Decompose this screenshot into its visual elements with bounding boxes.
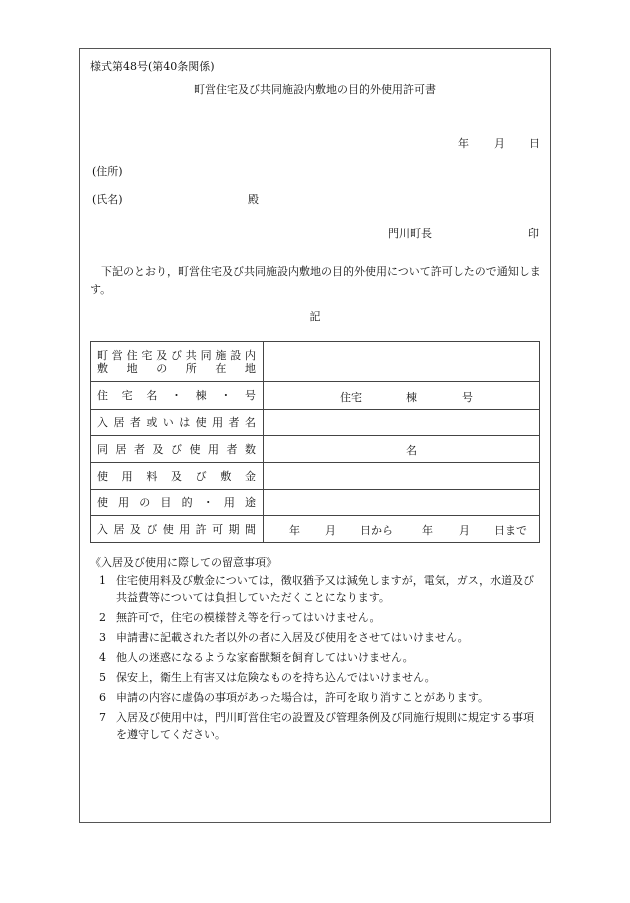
number-unit: 号 — [462, 390, 473, 404]
note-text: 他人の迷惑になるような家畜獣類を飼育してはいけません。 — [116, 651, 414, 664]
housing-unit: 住宅 — [340, 390, 362, 404]
table-row — [91, 436, 540, 463]
note-text: 住宅使用料及び敷金については，徴収猶予又は減免しますが，電気，ガス，水道及び共益費等については負担していただくことになります。 — [116, 574, 535, 604]
note-number: 6 — [99, 691, 106, 704]
value-location[interactable] — [264, 342, 540, 382]
period-start-day: 日から — [360, 524, 393, 537]
table-row — [91, 382, 540, 410]
list-item — [92, 629, 540, 646]
date-year: 年 — [458, 137, 469, 150]
note-text: 保安上，衛生上有害又は危険なものを持ち込んではいけません。 — [116, 671, 436, 684]
label-occupants: 同居者及び使用者数 — [91, 436, 264, 463]
notes-list — [92, 572, 540, 746]
value-housing[interactable] — [264, 382, 540, 410]
label-housing: 住宅名・棟・号 — [91, 382, 264, 410]
label-location-line2: 敷地の所在地 — [97, 361, 257, 375]
list-item — [92, 572, 540, 606]
note-number: 4 — [99, 651, 106, 664]
value-occupants[interactable] — [264, 436, 540, 463]
note-number: 5 — [99, 671, 106, 684]
issuer: 門川町長 — [388, 227, 432, 240]
note-number: 2 — [99, 611, 106, 624]
list-item — [92, 709, 540, 743]
date-day: 日 — [529, 137, 540, 150]
list-item — [92, 609, 540, 626]
name-label: (氏名) — [92, 193, 123, 206]
value-fees[interactable] — [264, 463, 540, 490]
table-row — [91, 516, 540, 543]
notes-title: 《入居及び使用に際しての留意事項》 — [90, 556, 277, 569]
label-location — [91, 342, 264, 382]
note-number: 1 — [99, 574, 106, 587]
table-row — [91, 342, 540, 382]
table-row — [91, 410, 540, 436]
note-number: 3 — [99, 631, 106, 644]
building-unit: 棟 — [406, 390, 417, 404]
notification-text: 下記のとおり，町営住宅及び共同施設内敷地の目的外使用について許可したので通知します。 — [90, 265, 541, 296]
date-month: 月 — [494, 137, 505, 150]
note-number: 7 — [99, 711, 106, 724]
occupants-unit: 名 — [406, 444, 417, 457]
note-text: 入居及び使用中は，門川町営住宅の設置及び管理条例及び同施行規則に規定する事項を遵守してください。 — [116, 711, 534, 741]
period-start-month: 月 — [325, 524, 336, 537]
value-purpose[interactable] — [264, 490, 540, 516]
note-text: 無許可で，住宅の模様替え等を行ってはいけません。 — [116, 611, 381, 624]
document-title: 町営住宅及び共同施設内敷地の目的外使用許可書 — [194, 83, 436, 96]
period-end-month: 月 — [459, 524, 470, 537]
period-end-day: 日まで — [494, 524, 527, 537]
label-location-line1: 町営住宅及び共同施設内 — [97, 348, 257, 362]
table-row — [91, 490, 540, 516]
period-start-year: 年 — [289, 524, 300, 537]
table-row — [91, 463, 540, 490]
label-period: 入居及び使用許可期間 — [91, 516, 264, 543]
honorific: 殿 — [248, 193, 259, 206]
note-text: 申請の内容に虚偽の事項があった場合は，許可を取り消すことがあります。 — [116, 691, 490, 704]
value-period[interactable] — [264, 516, 540, 543]
list-item — [92, 689, 540, 706]
label-purpose: 使用の目的・用途 — [91, 490, 264, 516]
ki-heading: 記 — [309, 310, 321, 323]
note-text: 申請書に記載された者以外の者に入居及び使用をさせてはいけません。 — [116, 631, 469, 644]
list-item — [92, 649, 540, 666]
list-item — [92, 669, 540, 686]
label-fees: 使用料及び敷金 — [91, 463, 264, 490]
label-resident-name: 入居者或いは使用者名 — [91, 410, 264, 436]
period-end-year: 年 — [422, 524, 433, 537]
seal-mark: 印 — [528, 227, 539, 240]
permit-table — [90, 341, 540, 543]
address-label: (住所) — [92, 165, 123, 178]
value-resident-name[interactable] — [264, 410, 540, 436]
form-number: 様式第48号(第40条関係) — [90, 60, 215, 73]
